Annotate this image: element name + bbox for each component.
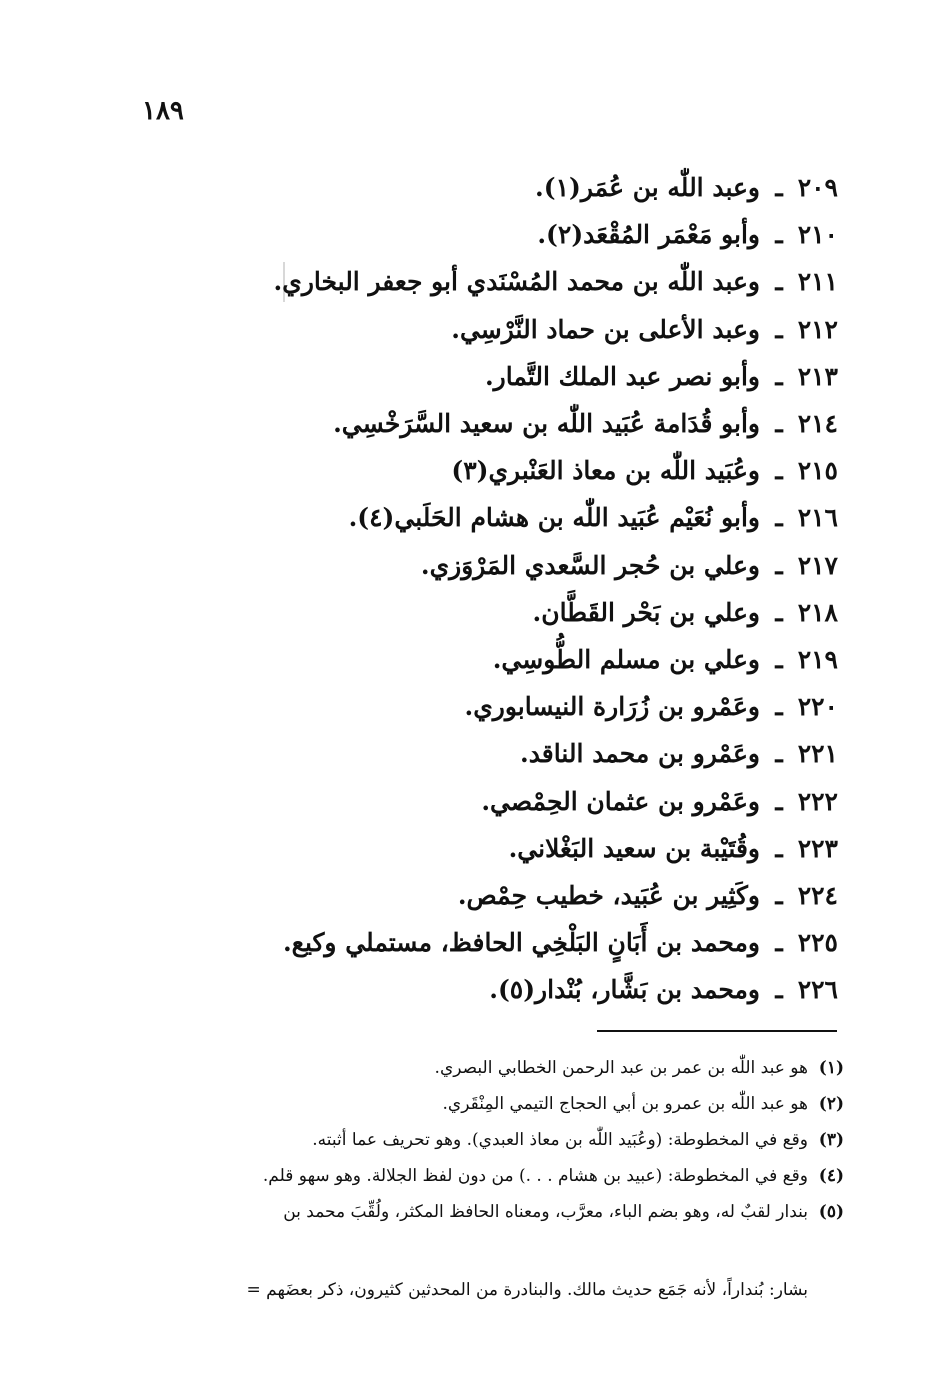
footnote-text: هو عبد اللّٰه بن عمرو بن أبي الحجاج التيمي المِنْقَري. (442, 1094, 808, 1114)
entry-dash: ـ (775, 975, 783, 1005)
footnote-text: بندار لقبٌ له، وهو بضم الباء، معرَّب، ومعناه الحافظ المكثر، ولُقِّبَ محمد بن (283, 1202, 808, 1222)
entry-item (138, 353, 838, 400)
entry-list (138, 164, 838, 1013)
footnote-marker: (١) (818, 1058, 844, 1078)
entry-text: وأبو مَعْمَر المُقْعَد(٢). (537, 220, 760, 250)
entry-number: ٢٢٥ (797, 928, 838, 958)
page-number: ١٨٩ (142, 96, 184, 126)
entry-item (138, 683, 838, 730)
entry-text: وعَمْرو بن عثمان الحِمْصي. (481, 786, 760, 816)
entry-number: ٢١٠ (797, 220, 838, 250)
entry-dash: ـ (775, 833, 783, 863)
entry-number: ٢٠٩ (797, 173, 838, 203)
entry-number: ٢١٩ (797, 644, 838, 674)
entry-item (138, 730, 838, 777)
footnote-marker: (٤) (818, 1166, 844, 1186)
entry-item (138, 400, 838, 447)
footnote-marker: (٣) (818, 1130, 844, 1150)
footnote-item (124, 1086, 844, 1122)
entry-item (138, 258, 838, 305)
footnote-item (124, 1158, 844, 1194)
entry-text: وعَمْرو بن محمد الناقد. (519, 739, 760, 769)
entry-item (138, 636, 838, 683)
entry-dash: ـ (775, 644, 783, 674)
entry-text: وعبد اللّٰه بن عُمَر(١). (535, 173, 760, 203)
entry-dash: ـ (775, 361, 783, 391)
footnote-marker: (٥) (818, 1202, 844, 1222)
entry-number: ٢٢٢ (797, 786, 838, 816)
entry-item (138, 211, 838, 258)
footnote-continuation: بشار: بُنداراً، لأنه جَمَع حديث مالك. والبنادرة من المحدثين كثيرون، ذكر بعضَهم = (246, 1280, 808, 1300)
entry-number: ٢١٥ (797, 456, 838, 486)
entry-item (138, 164, 838, 211)
entry-item (138, 494, 838, 541)
footnote-text: وقع في المخطوطة: (عبيد بن هشام . . .) من دون لفظ الجلالة. وهو سهو قلم. (262, 1166, 808, 1186)
entry-text: وعبد الأعلى بن حماد النَّرْسِي. (451, 314, 760, 344)
entry-dash: ـ (775, 503, 783, 533)
entry-number: ٢١٣ (797, 361, 838, 391)
footnote-text: وقع في المخطوطة: (وعُبَيد اللّٰه بن معاذ العبدي). وهو تحريف عما أثبته. (312, 1130, 808, 1150)
entry-item (138, 825, 838, 872)
entry-text: ومحمد بن أَبَانٍ البَلْخِي الحافظ، مستملي وكيع. (282, 928, 760, 958)
entry-text: وعبد اللّٰه بن محمد المُسْنَدي أبو جعفر البخاري. (273, 267, 760, 297)
entry-item (138, 447, 838, 494)
entry-text: وعَمْرو بن زُرَارة النيسابوري. (464, 692, 760, 722)
entry-dash: ـ (775, 739, 783, 769)
entry-number: ٢٢٤ (797, 880, 838, 910)
entry-dash: ـ (775, 314, 783, 344)
entry-dash: ـ (775, 692, 783, 722)
entry-item (138, 919, 838, 966)
entry-dash: ـ (775, 220, 783, 250)
entry-item (138, 872, 838, 919)
entry-item (138, 777, 838, 824)
footnote-item (124, 1050, 844, 1086)
footnote-item (124, 1122, 844, 1158)
entry-text: وعلي بن مسلم الطُّوسِي. (492, 644, 760, 674)
footnote-separator (597, 1030, 837, 1032)
entry-dash: ـ (775, 597, 783, 627)
entry-number: ٢٢٠ (797, 692, 838, 722)
entry-item (138, 966, 838, 1013)
entry-number: ٢١٨ (797, 597, 838, 627)
entry-number: ٢١٦ (797, 503, 838, 533)
entry-number: ٢٢٦ (797, 975, 838, 1005)
entry-dash: ـ (775, 928, 783, 958)
footnote-list (124, 1050, 844, 1230)
footnote-item (124, 1194, 844, 1230)
entry-dash: ـ (775, 267, 783, 297)
entry-dash: ـ (775, 409, 783, 439)
entry-text: وكَثِير بن عُبَيد، خطيب حِمْص. (457, 880, 760, 910)
entry-item (138, 589, 838, 636)
footnote-text: هو عبد اللّٰه بن عمر بن عبد الرحمن الخطابي البصري. (434, 1058, 808, 1078)
entry-text: وعلي بن حُجر السَّعدي المَرْوَزي. (420, 550, 760, 580)
entry-text: وعلي بن بَحْر القَطَّان. (532, 597, 760, 627)
entry-text: وأبو قُدَامة عُبَيد اللّٰه بن سعيد السَّرَخْسِي. (333, 409, 760, 439)
entry-dash: ـ (775, 456, 783, 486)
footnote-marker: (٢) (818, 1094, 844, 1114)
entry-number: ٢١٤ (797, 409, 838, 439)
entry-number: ٢٢١ (797, 739, 838, 769)
entry-text: وأبو نُعَيْم عُبَيد اللّٰه بن هشام الحَلَبي(٤). (348, 503, 760, 533)
entry-dash: ـ (775, 880, 783, 910)
entry-item (138, 306, 838, 353)
entry-item (138, 542, 838, 589)
entry-text: ومحمد بن بَشَّار، بُنْدار(٥). (489, 975, 760, 1005)
entry-dash: ـ (775, 786, 783, 816)
entry-dash: ـ (775, 550, 783, 580)
entry-number: ٢١٢ (797, 314, 838, 344)
entry-dash: ـ (775, 173, 783, 203)
entry-number: ٢١١ (797, 267, 838, 297)
entry-number: ٢١٧ (797, 550, 838, 580)
entry-text: وقُتَيْبة بن سعيد البَغْلاني. (508, 833, 760, 863)
entry-text: وأبو نصر عبد الملك التَّمار. (484, 361, 760, 391)
entry-number: ٢٢٣ (797, 833, 838, 863)
entry-text: وعُبَيد اللّٰه بن معاذ العَنْبري(٣) (451, 456, 760, 486)
